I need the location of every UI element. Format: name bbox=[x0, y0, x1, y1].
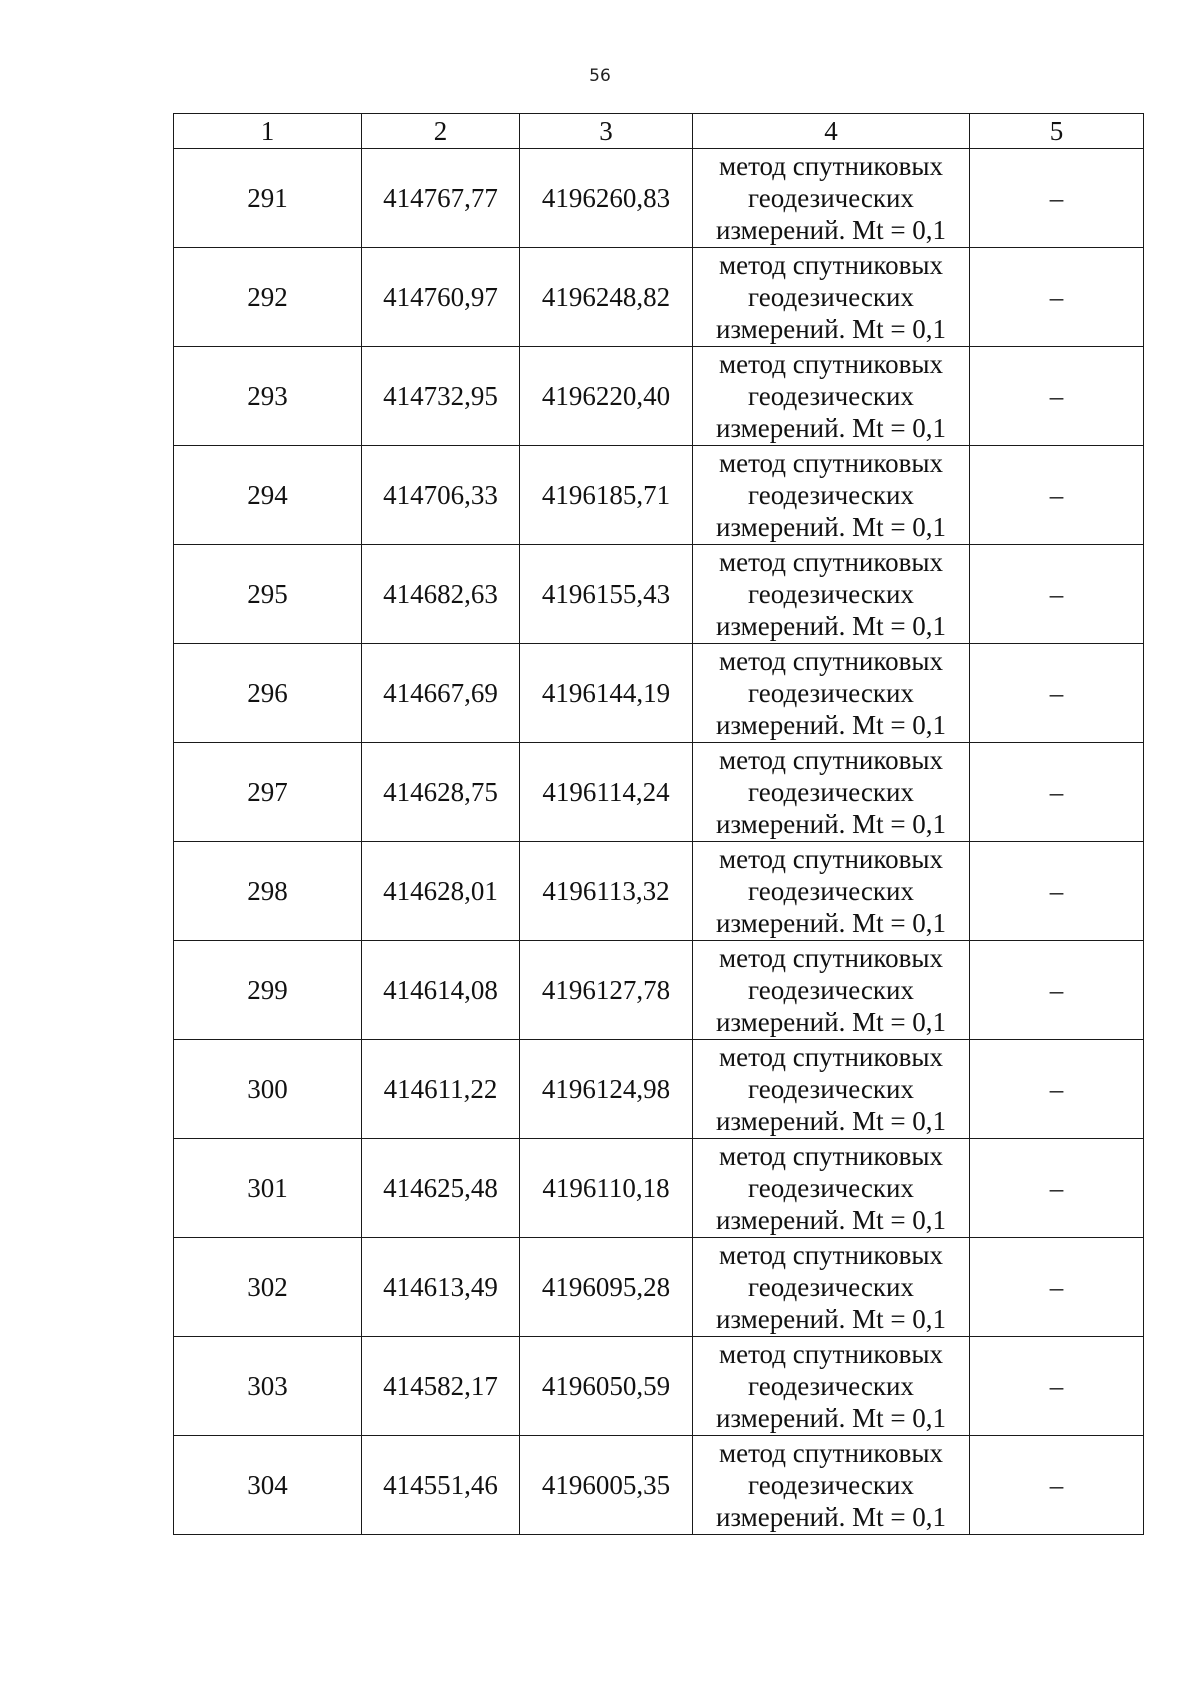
method-line: измерений. Mt = 0,1 bbox=[715, 1205, 947, 1235]
method-line: измерений. Mt = 0,1 bbox=[715, 1502, 947, 1532]
point-number-cell: 304 bbox=[174, 1436, 362, 1535]
note-cell: – bbox=[970, 1139, 1144, 1238]
method-line: измерений. Mt = 0,1 bbox=[715, 1106, 947, 1136]
y-coordinate-cell: 4196127,78 bbox=[520, 941, 693, 1040]
y-coordinate-cell: 4196248,82 bbox=[520, 248, 693, 347]
point-number-cell: 300 bbox=[174, 1040, 362, 1139]
x-coordinate-cell: 414625,48 bbox=[362, 1139, 520, 1238]
point-number-cell: 298 bbox=[174, 842, 362, 941]
method-cell bbox=[693, 644, 970, 743]
method-line: метод спутниковых bbox=[719, 844, 943, 874]
method-line: геодезических bbox=[748, 1371, 914, 1401]
column-header: 1 bbox=[174, 114, 362, 149]
method-cell bbox=[693, 446, 970, 545]
method-line: измерений. Mt = 0,1 bbox=[715, 1403, 947, 1433]
method-line: измерений. Mt = 0,1 bbox=[715, 1007, 947, 1037]
y-coordinate-cell: 4196144,19 bbox=[520, 644, 693, 743]
point-number-cell: 293 bbox=[174, 347, 362, 446]
x-coordinate-cell: 414628,01 bbox=[362, 842, 520, 941]
table-row bbox=[174, 1238, 1144, 1337]
method-cell bbox=[693, 941, 970, 1040]
x-coordinate-cell: 414732,95 bbox=[362, 347, 520, 446]
method-line: измерений. Mt = 0,1 bbox=[715, 809, 947, 839]
method-line: метод спутниковых bbox=[719, 646, 943, 676]
y-coordinate-cell: 4196155,43 bbox=[520, 545, 693, 644]
x-coordinate-cell: 414682,63 bbox=[362, 545, 520, 644]
point-number-cell: 299 bbox=[174, 941, 362, 1040]
y-coordinate-cell: 4196005,35 bbox=[520, 1436, 693, 1535]
x-coordinate-cell: 414760,97 bbox=[362, 248, 520, 347]
method-cell bbox=[693, 1040, 970, 1139]
table-row bbox=[174, 347, 1144, 446]
y-coordinate-cell: 4196114,24 bbox=[520, 743, 693, 842]
method-line: измерений. Mt = 0,1 bbox=[715, 413, 947, 443]
table-row bbox=[174, 941, 1144, 1040]
table-row bbox=[174, 446, 1144, 545]
table-row bbox=[174, 1139, 1144, 1238]
y-coordinate-cell: 4196110,18 bbox=[520, 1139, 693, 1238]
x-coordinate-cell: 414582,17 bbox=[362, 1337, 520, 1436]
method-line: метод спутниковых bbox=[719, 547, 943, 577]
method-cell bbox=[693, 1337, 970, 1436]
point-number-cell: 294 bbox=[174, 446, 362, 545]
column-header: 4 bbox=[693, 114, 970, 149]
coordinates-table bbox=[173, 113, 1144, 1535]
note-cell: – bbox=[970, 743, 1144, 842]
y-coordinate-cell: 4196260,83 bbox=[520, 149, 693, 248]
point-number-cell: 295 bbox=[174, 545, 362, 644]
note-cell: – bbox=[970, 1436, 1144, 1535]
page-number: 56 bbox=[589, 66, 611, 86]
point-number-cell: 292 bbox=[174, 248, 362, 347]
table-body bbox=[174, 149, 1144, 1535]
method-cell bbox=[693, 1238, 970, 1337]
point-number-cell: 303 bbox=[174, 1337, 362, 1436]
table-header-row bbox=[174, 114, 1144, 149]
method-line: измерений. Mt = 0,1 bbox=[715, 512, 947, 542]
method-line: измерений. Mt = 0,1 bbox=[715, 908, 947, 938]
y-coordinate-cell: 4196113,32 bbox=[520, 842, 693, 941]
method-line: геодезических bbox=[748, 480, 914, 510]
table-row bbox=[174, 842, 1144, 941]
y-coordinate-cell: 4196124,98 bbox=[520, 1040, 693, 1139]
method-line: метод спутниковых bbox=[719, 1141, 943, 1171]
method-line: измерений. Mt = 0,1 bbox=[715, 611, 947, 641]
method-cell bbox=[693, 149, 970, 248]
note-cell: – bbox=[970, 545, 1144, 644]
note-cell: – bbox=[970, 1040, 1144, 1139]
note-cell: – bbox=[970, 644, 1144, 743]
point-number-cell: 297 bbox=[174, 743, 362, 842]
note-cell: – bbox=[970, 446, 1144, 545]
method-line: метод спутниковых bbox=[719, 943, 943, 973]
method-cell bbox=[693, 1139, 970, 1238]
method-line: метод спутниковых bbox=[719, 745, 943, 775]
note-cell: – bbox=[970, 1238, 1144, 1337]
method-line: метод спутниковых bbox=[719, 448, 943, 478]
point-number-cell: 296 bbox=[174, 644, 362, 743]
note-cell: – bbox=[970, 347, 1144, 446]
method-line: геодезических bbox=[748, 678, 914, 708]
column-header: 2 bbox=[362, 114, 520, 149]
method-line: геодезических bbox=[748, 579, 914, 609]
x-coordinate-cell: 414706,33 bbox=[362, 446, 520, 545]
method-line: геодезических bbox=[748, 381, 914, 411]
method-cell bbox=[693, 1436, 970, 1535]
method-line: измерений. Mt = 0,1 bbox=[715, 215, 947, 245]
table-row bbox=[174, 1337, 1144, 1436]
point-number-cell: 302 bbox=[174, 1238, 362, 1337]
method-line: геодезических bbox=[748, 1074, 914, 1104]
table-row bbox=[174, 149, 1144, 248]
y-coordinate-cell: 4196050,59 bbox=[520, 1337, 693, 1436]
method-cell bbox=[693, 842, 970, 941]
method-line: геодезических bbox=[748, 1173, 914, 1203]
method-line: метод спутниковых bbox=[719, 349, 943, 379]
x-coordinate-cell: 414613,49 bbox=[362, 1238, 520, 1337]
y-coordinate-cell: 4196095,28 bbox=[520, 1238, 693, 1337]
x-coordinate-cell: 414667,69 bbox=[362, 644, 520, 743]
point-number-cell: 291 bbox=[174, 149, 362, 248]
table-row bbox=[174, 248, 1144, 347]
note-cell: – bbox=[970, 149, 1144, 248]
point-number-cell: 301 bbox=[174, 1139, 362, 1238]
note-cell: – bbox=[970, 941, 1144, 1040]
table-row bbox=[174, 644, 1144, 743]
method-cell bbox=[693, 248, 970, 347]
method-line: метод спутниковых bbox=[719, 250, 943, 280]
column-header: 5 bbox=[970, 114, 1144, 149]
method-cell bbox=[693, 743, 970, 842]
method-cell bbox=[693, 347, 970, 446]
y-coordinate-cell: 4196220,40 bbox=[520, 347, 693, 446]
column-header: 3 bbox=[520, 114, 693, 149]
method-line: геодезических bbox=[748, 777, 914, 807]
note-cell: – bbox=[970, 1337, 1144, 1436]
method-line: измерений. Mt = 0,1 bbox=[715, 314, 947, 344]
table-row bbox=[174, 743, 1144, 842]
method-line: измерений. Mt = 0,1 bbox=[715, 710, 947, 740]
method-line: метод спутниковых bbox=[719, 151, 943, 181]
table-row bbox=[174, 545, 1144, 644]
method-line: геодезических bbox=[748, 1272, 914, 1302]
table-row bbox=[174, 1040, 1144, 1139]
note-cell: – bbox=[970, 248, 1144, 347]
y-coordinate-cell: 4196185,71 bbox=[520, 446, 693, 545]
x-coordinate-cell: 414614,08 bbox=[362, 941, 520, 1040]
note-cell: – bbox=[970, 842, 1144, 941]
method-line: метод спутниковых bbox=[719, 1339, 943, 1369]
x-coordinate-cell: 414767,77 bbox=[362, 149, 520, 248]
method-line: геодезических bbox=[748, 183, 914, 213]
method-line: геодезических bbox=[748, 1470, 914, 1500]
method-line: измерений. Mt = 0,1 bbox=[715, 1304, 947, 1334]
method-line: геодезических bbox=[748, 876, 914, 906]
method-line: метод спутниковых bbox=[719, 1240, 943, 1270]
x-coordinate-cell: 414628,75 bbox=[362, 743, 520, 842]
method-cell bbox=[693, 545, 970, 644]
method-line: метод спутниковых bbox=[719, 1438, 943, 1468]
table-row bbox=[174, 1436, 1144, 1535]
method-line: метод спутниковых bbox=[719, 1042, 943, 1072]
method-line: геодезических bbox=[748, 282, 914, 312]
x-coordinate-cell: 414551,46 bbox=[362, 1436, 520, 1535]
x-coordinate-cell: 414611,22 bbox=[362, 1040, 520, 1139]
method-line: геодезических bbox=[748, 975, 914, 1005]
